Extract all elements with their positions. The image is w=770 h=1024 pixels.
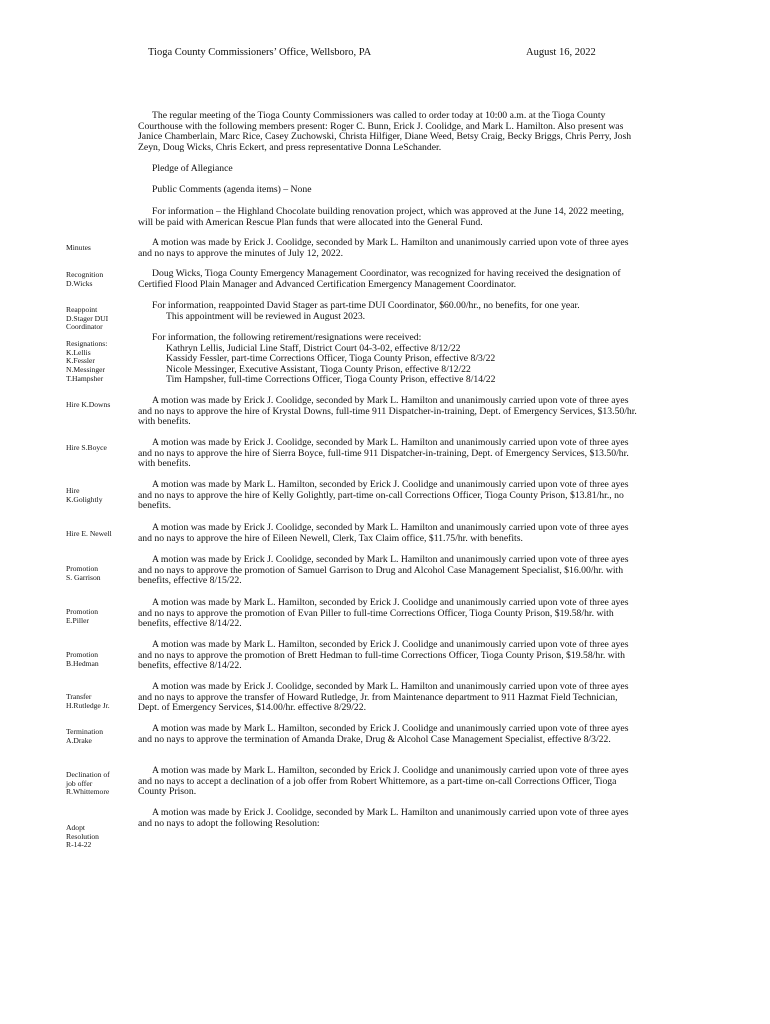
list-item: Tim Hampsher, full-time Corrections Officer, Tioga County Prison, effective 8/14/22 — [166, 374, 496, 385]
margin-label-line: Declination of — [66, 770, 110, 779]
margin-label-promotion-hedman — [66, 651, 134, 668]
item-text: A motion was made by Erick J. Coolidge, seconded by Mark L. Hamilton and unanimously carried upon vote of three ayes and no nays to approve the transfer of Howard Rutledge, Jr. from Maintenance department to 911 Hazmat Field Technician, Dept. of Emergency Services, $14.00/hr. effective 8/29/22. — [138, 681, 629, 713]
margin-label-line: B.Hedman — [66, 658, 99, 668]
margin-label-line: Transfer — [66, 692, 92, 701]
margin-label-line: Coordinator — [66, 322, 103, 332]
margin-label-line: T.Hampsher — [66, 373, 104, 383]
margin-label-line: Reappoint — [66, 305, 98, 314]
margin-label-hire-boyce — [66, 444, 134, 453]
item-text: A motion was made by Erick J. Coolidge, seconded by Mark L. Hamilton and unanimously carried upon vote of three ayes and no nays to adopt the following Resolution: — [138, 807, 629, 829]
margin-label-line: Minutes — [66, 243, 91, 252]
margin-label-line: Recognition — [66, 270, 104, 279]
margin-label-hire-newell — [66, 530, 134, 539]
margin-label-line: Hire E. Newell — [66, 529, 112, 538]
margin-label-line: job offer — [66, 778, 93, 788]
margin-label-declination — [66, 771, 134, 797]
item-resignations — [138, 333, 638, 386]
margin-label-transfer — [66, 693, 134, 710]
margin-label-resolution — [66, 824, 134, 850]
item-text: A motion was made by Erick J. Coolidge, seconded by Mark L. Hamilton and unanimously carried upon vote of three ayes and no nays to approve the promotion of Samuel Garrison to Drug and Alcohol Case Management Specialist, $16.00/hr. with benefits, effective 8/15/22. — [138, 554, 629, 586]
item-text: A motion was made by Mark L. Hamilton, seconded by Erick J. Coolidge and unanimously carried upon vote of three ayes and no nays to approve the termination of Amanda Drake, Drug & Alcohol Case Management Specialist, effective 8/3/22. — [138, 723, 629, 745]
public-comments-text: Public Comments (agenda items) – None — [152, 184, 312, 195]
margin-label-line: Adopt — [66, 823, 85, 832]
header-office: Tioga County Commissioners’ Office, Wellsboro, PA — [148, 47, 372, 58]
margin-label-line: E.Piller — [66, 615, 89, 625]
item-hire-newell — [138, 523, 638, 544]
margin-label-hire-downs — [66, 401, 134, 410]
header-date: August 16, 2022 — [526, 47, 596, 58]
item-termination — [138, 724, 638, 745]
item-text: A motion was made by Erick J. Coolidge, seconded by Mark L. Hamilton and unanimously carried upon vote of three ayes and no nays to approve the hire of Krystal Downs, full-time 911 Dispatcher-in-training, Dept. of Emergency Services, $13.50/hr. with benefits. — [138, 395, 637, 427]
margin-label-hire-golightly — [66, 487, 134, 504]
item-transfer — [138, 682, 638, 714]
item-recognition — [138, 269, 638, 290]
margin-label-line: D.Stager DUI — [66, 313, 109, 323]
item-text: A motion was made by Mark L. Hamilton, seconded by Erick J. Coolidge and unanimously carried upon vote of three ayes and no nays to approve the promotion of Brett Hedman to full-time Corrections Officer, Tioga County Prison, $19.58/hr. with benefits, effective 8/14/22. — [138, 639, 629, 671]
margin-label-line: Resolution — [66, 831, 99, 841]
intro-paragraph — [138, 111, 638, 153]
pledge-text: Pledge of Allegiance — [152, 163, 233, 174]
item-text: A motion was made by Mark L. Hamilton, seconded by Erick J. Coolidge and unanimously carried upon vote of three ayes and no nays to approve the hire of Kelly Golightly, part-time on-call Corrections Officer, Tioga County Prison, $13.81/hr., no benefits. — [138, 479, 629, 511]
margin-label-line: R.Whittemore — [66, 787, 110, 797]
margin-label-line: Resignations: — [66, 339, 108, 348]
item-text: A motion was made by Mark L. Hamilton, seconded by Erick J. Coolidge and unanimously carried upon vote of three ayes and no nays to approve the promotion of Evan Piller to full-time Corrections Officer, Tioga County Prison, $19.58/hr. with benefits, effective 8/14/22. — [138, 597, 629, 629]
item-hire-downs — [138, 396, 638, 428]
list-item: Nicole Messinger, Executive Assistant, Tioga County Prison, effective 8/12/22 — [166, 363, 471, 375]
item-declination — [138, 766, 638, 798]
margin-label-line: D.Wicks — [66, 278, 93, 288]
margin-label-line: Hire S.Boyce — [66, 443, 107, 452]
public-comments — [138, 185, 638, 196]
margin-label-line: K.Golightly — [66, 494, 103, 504]
margin-label-line: K.Fessler — [66, 356, 95, 366]
margin-label-line: N.Messinger — [66, 365, 106, 375]
margin-label-resignations — [66, 340, 134, 384]
item-text: Doug Wicks, Tioga County Emergency Management Coordinator, was recognized for having received the designation of Certified Flood Plain Manager and Advanced Certification Emergency Management Coordinator. — [138, 268, 621, 290]
intro-text: The regular meeting of the Tioga County Commissioners was called to order today at 10:00 a.m. at the Tioga County Courthouse with the following members present: Roger C. Bunn, Erick J. Coolidge, and Mark L. Hamilton. Also present was Janice Chamberlain, Marc Rice, Casey Zuchowski, Christa Hilfiger, Diane Weed, Betsy Craig, Becky Briggs, Chris Perry, Josh Zeyn, Doug Wicks, Chris Eckert, and press representative Donna LeSchander. — [138, 110, 632, 153]
item-text: For information, reappointed David Stager as part-time DUI Coordinator, $60.00/hr., no benefits, for one year. — [152, 300, 580, 311]
item-hire-golightly — [138, 480, 638, 512]
margin-label-line: Hire K.Downs — [66, 400, 111, 409]
item-reappoint — [138, 301, 638, 322]
margin-label-promotion-garrison — [66, 565, 134, 582]
margin-label-termination — [66, 728, 134, 745]
highland-info — [138, 207, 638, 228]
list-item: Kathryn Lellis, Judicial Line Staff, District Court 04-3-02, effective 8/12/22 — [166, 342, 461, 354]
item-promotion-piller — [138, 598, 638, 630]
margin-label-line: Promotion — [66, 564, 99, 573]
margin-label-reappoint — [66, 306, 134, 332]
list-item: Kassidy Fessler, part-time Corrections Officer, Tioga County Prison, effective 8/3/22 — [166, 353, 496, 364]
margin-label-line: S. Garrison — [66, 572, 101, 582]
margin-label-minutes — [66, 244, 134, 253]
pledge — [138, 164, 638, 175]
item-text: A motion was made by Erick J. Coolidge, seconded by Mark L. Hamilton and unanimously carried upon vote of three ayes and no nays to approve the minutes of July 12, 2022. — [138, 237, 629, 259]
item-text: A motion was made by Erick J. Coolidge, seconded by Mark L. Hamilton and unanimously carried upon vote of three ayes and no nays to approve the hire of Sierra Boyce, full-time 911 Dispatcher-in-training, Dept. of Emergency Services, $13.50/hr. with benefits. — [138, 437, 629, 469]
item-text-followup: This appointment will be reviewed in August 2023. — [166, 310, 366, 322]
item-minutes — [138, 238, 638, 259]
margin-label-line: Termination — [66, 727, 104, 736]
margin-label-line: H.Rutledge Jr. — [66, 700, 110, 710]
item-hire-boyce — [138, 438, 638, 470]
margin-label-line: R-14-22 — [66, 840, 92, 850]
highland-info-text: For information – the Highland Chocolate building renovation project, which was approved at the June 14, 2022 meeting, will be paid with American Rescue Plan funds that were allocated into the General Fund. — [138, 206, 624, 228]
margin-label-line: Hire — [66, 486, 80, 495]
item-promotion-garrison — [138, 555, 638, 587]
margin-label-promotion-piller — [66, 608, 134, 625]
margin-label-recognition — [66, 271, 134, 288]
margin-label-line: A.Drake — [66, 735, 92, 745]
item-text: For information, the following retirement/resignations were received: — [152, 332, 422, 343]
item-resolution — [138, 808, 638, 829]
margin-label-line: Promotion — [66, 607, 99, 616]
item-promotion-hedman — [138, 640, 638, 672]
item-text: A motion was made by Erick J. Coolidge, seconded by Mark L. Hamilton and unanimously carried upon vote of three ayes and no nays to approve the hire of Eileen Newell, Clerk, Tax Claim office, $11.75/hr. with benefits. — [138, 522, 629, 544]
margin-label-line: Promotion — [66, 650, 99, 659]
item-text: A motion was made by Mark L. Hamilton, seconded by Erick J. Coolidge and unanimously carried upon vote of three ayes and no nays to accept a declination of a job offer from Robert Whittemore, as a part-time on-call Corrections Officer, Tioga County Prison. — [138, 765, 629, 797]
margin-label-line: K.Lellis — [66, 347, 91, 357]
